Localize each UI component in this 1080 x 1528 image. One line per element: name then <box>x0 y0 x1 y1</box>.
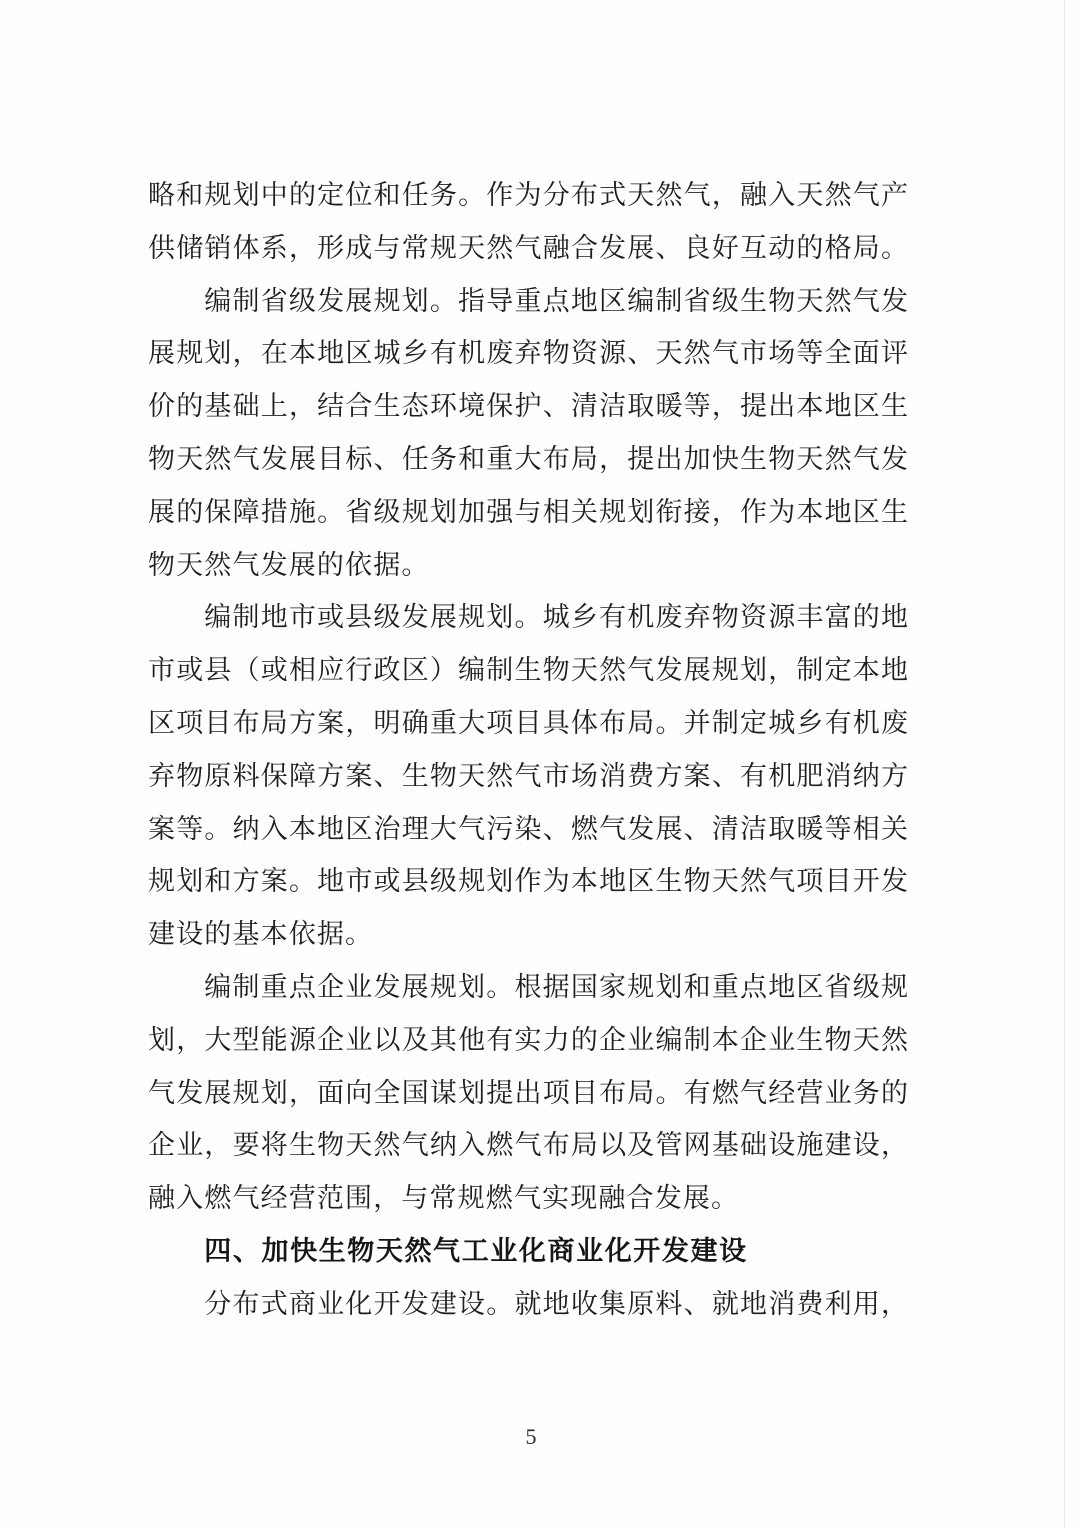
page-number: 5 <box>525 1424 537 1449</box>
scan-edge-line <box>1064 0 1065 1528</box>
text-line: 供储销体系，形成与常规天然气融合发展、良好互动的格局。 <box>148 232 908 264</box>
paragraph-provincial-plan <box>148 276 908 593</box>
paragraph-enterprise-plan <box>148 962 908 1226</box>
paragraph-municipal-county-plan <box>148 592 908 962</box>
text-line: 物天然气发展目标、任务和重大布局，提出加快生物天然气发 <box>148 443 908 475</box>
text-line: 市或县（或相应行政区）编制生物天然气发展规划，制定本地 <box>148 655 908 687</box>
section-heading: 四、加快生物天然气工业化商业化开发建设 <box>204 1235 748 1267</box>
text-line: 价的基础上，结合生态环境保护、清洁取暖等，提出本地区生 <box>148 391 908 423</box>
text-line: 编制省级发展规划。指导重点地区编制省级生物天然气发 <box>204 285 908 317</box>
text-line: 气发展规划，面向全国谋划提出项目布局。有燃气经营业务的 <box>148 1077 908 1109</box>
document-body <box>148 170 908 1332</box>
text-line: 案等。纳入本地区治理大气污染、燃气发展、清洁取暖等相关 <box>148 813 908 845</box>
text-line: 编制重点企业发展规划。根据国家规划和重点地区省级规 <box>204 971 908 1003</box>
text-line: 物天然气发展的依据。 <box>148 549 430 581</box>
text-line: 弃物原料保障方案、生物天然气市场消费方案、有机肥消纳方 <box>148 760 908 792</box>
text-line: 分布式商业化开发建设。就地收集原料、就地消费利用， <box>204 1288 908 1320</box>
text-line: 展的保障措施。省级规划加强与相关规划衔接，作为本地区生 <box>148 496 908 528</box>
text-line: 企业，要将生物天然气纳入燃气布局以及管网基础设施建设， <box>148 1130 908 1162</box>
text-line: 划，大型能源企业以及其他有实力的企业编制本企业生物天然 <box>148 1024 908 1056</box>
text-line: 建设的基本依据。 <box>148 919 374 951</box>
text-line: 规划和方案。地市或县级规划作为本地区生物天然气项目开发 <box>148 866 908 898</box>
text-line: 略和规划中的定位和任务。作为分布式天然气，融入天然气产 <box>148 180 908 211</box>
paragraph-distributed-development <box>148 1279 908 1332</box>
text-line: 区项目布局方案，明确重大项目具体布局。并制定城乡有机废 <box>148 707 908 739</box>
text-line: 编制地市或县级发展规划。城乡有机废弃物资源丰富的地 <box>204 602 908 634</box>
paragraph-continuation <box>148 170 908 276</box>
text-line: 展规划，在本地区城乡有机废弃物资源、天然气市场等全面评 <box>148 338 908 370</box>
text-line: 融入燃气经营范围，与常规燃气实现融合发展。 <box>148 1183 740 1215</box>
